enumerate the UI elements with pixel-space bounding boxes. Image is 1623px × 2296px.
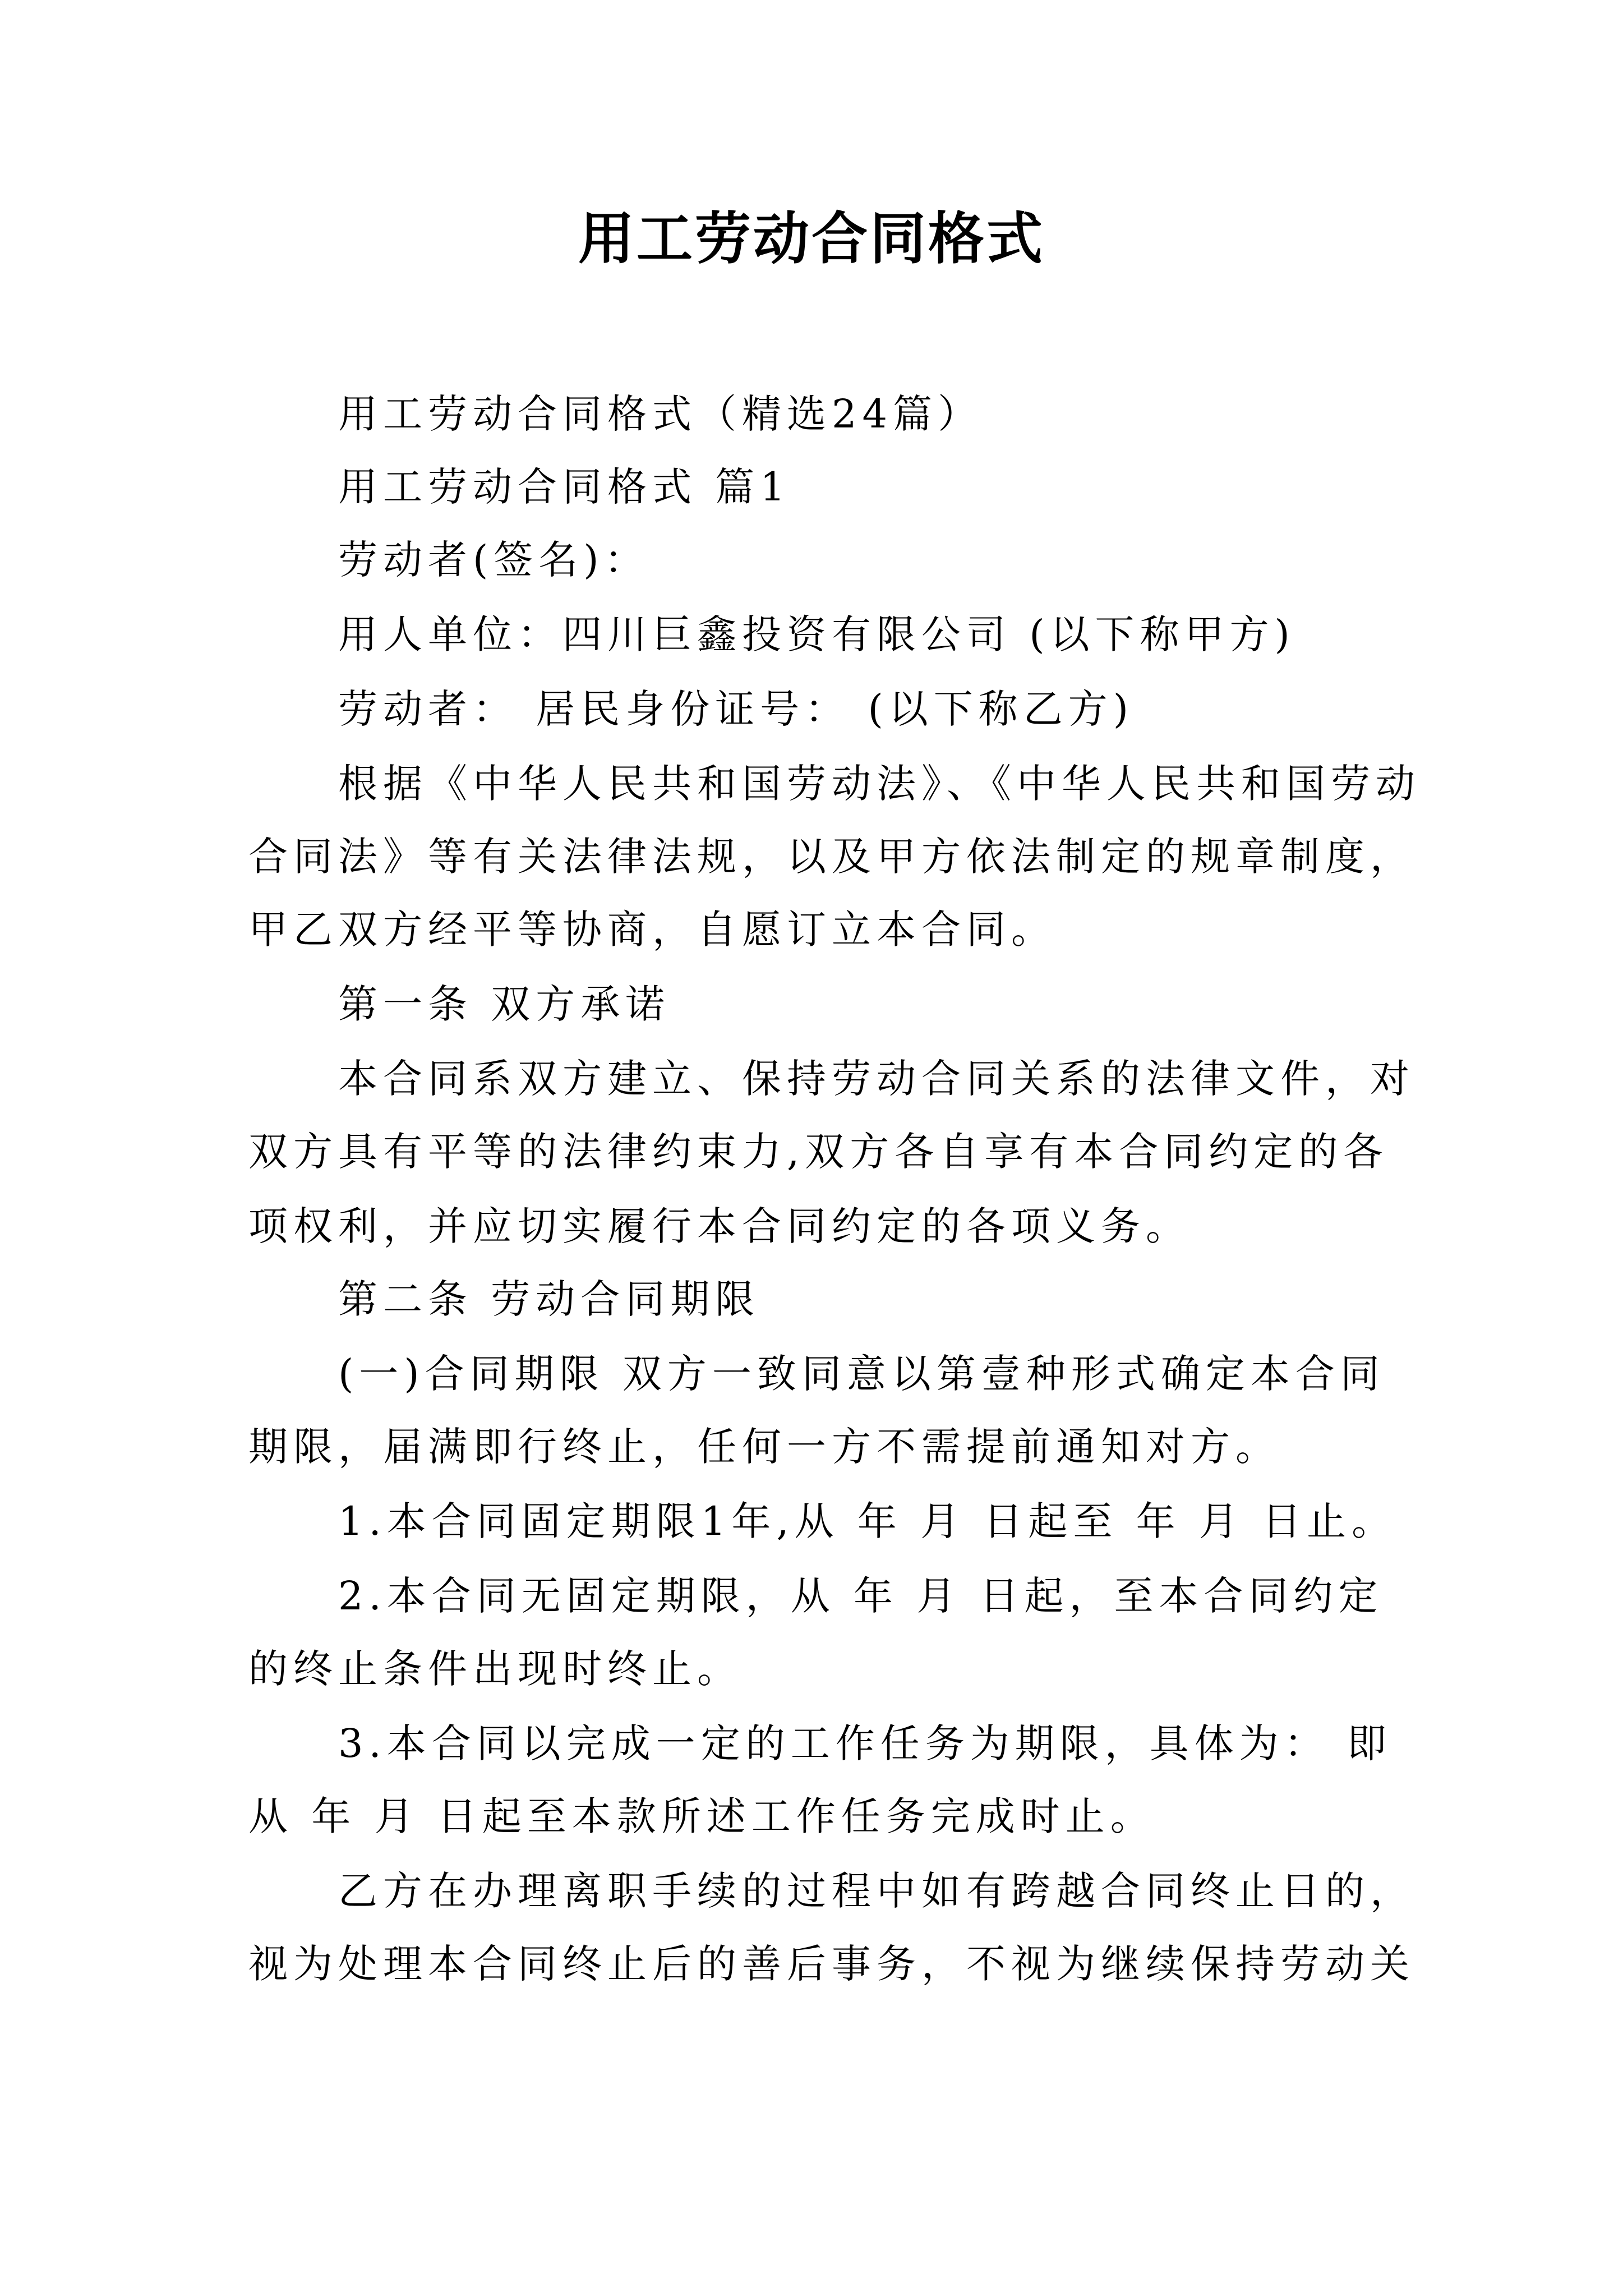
subtitle-line: 用工劳动合同格式（精选24篇） bbox=[338, 391, 983, 437]
body-line: 的终止条件出现时终止。 bbox=[248, 1646, 742, 1692]
body-line: 视为处理本合同终止后的善后事务，不视为继续保持劳动关 bbox=[248, 1941, 1415, 1987]
body-line: 根据《中华人民共和国劳动法》、《中华人民共和国劳动 bbox=[338, 761, 1421, 807]
body-line: (一)合同期限 双方一致同意以第壹种形式确定本合同 bbox=[338, 1351, 1385, 1397]
body-line: 3.本合同以完成一定的工作任务为期限，具体为： 即 bbox=[338, 1720, 1393, 1766]
document-title: 用工劳动合同格式 bbox=[578, 205, 1045, 272]
body-line: 劳动者： 居民身份证号： (以下称乙方) bbox=[338, 686, 1135, 732]
section-heading: 用工劳动合同格式 篇1 bbox=[338, 464, 791, 510]
body-line: 乙方在办理离职手续的过程中如有跨越合同终止日的， bbox=[338, 1868, 1415, 1914]
body-line: 1.本合同固定期限1年,从 年 月 日起至 年 月 日止。 bbox=[338, 1498, 1397, 1544]
article-heading: 第一条 双方承诺 bbox=[338, 981, 671, 1027]
body-line: 期限，届满即行终止，任何一方不需提前通知对方。 bbox=[248, 1424, 1280, 1470]
body-line: 双方具有平等的法律约束力,双方各自享有本合同约定的各 bbox=[248, 1129, 1389, 1175]
article-heading: 第二条 劳动合同期限 bbox=[338, 1276, 760, 1322]
body-line: 劳动者(签名)： bbox=[338, 537, 649, 583]
body-line: 用人单位：四川巨鑫投资有限公司 (以下称甲方) bbox=[338, 611, 1295, 657]
body-line: 合同法》等有关法律法规，以及甲方依法制定的规章制度， bbox=[248, 834, 1415, 880]
body-line: 项权利，并应切实履行本合同约定的各项义务。 bbox=[248, 1203, 1191, 1249]
body-line: 2.本合同无固定期限，从 年 月 日起，至本合同约定 bbox=[338, 1573, 1384, 1619]
body-line: 本合同系双方建立、保持劳动合同关系的法律文件，对 bbox=[338, 1056, 1415, 1102]
body-line: 甲乙双方经平等协商，自愿订立本合同。 bbox=[248, 907, 1056, 953]
body-line: 从 年 月 日起至本款所述工作任务完成时止。 bbox=[248, 1793, 1155, 1839]
